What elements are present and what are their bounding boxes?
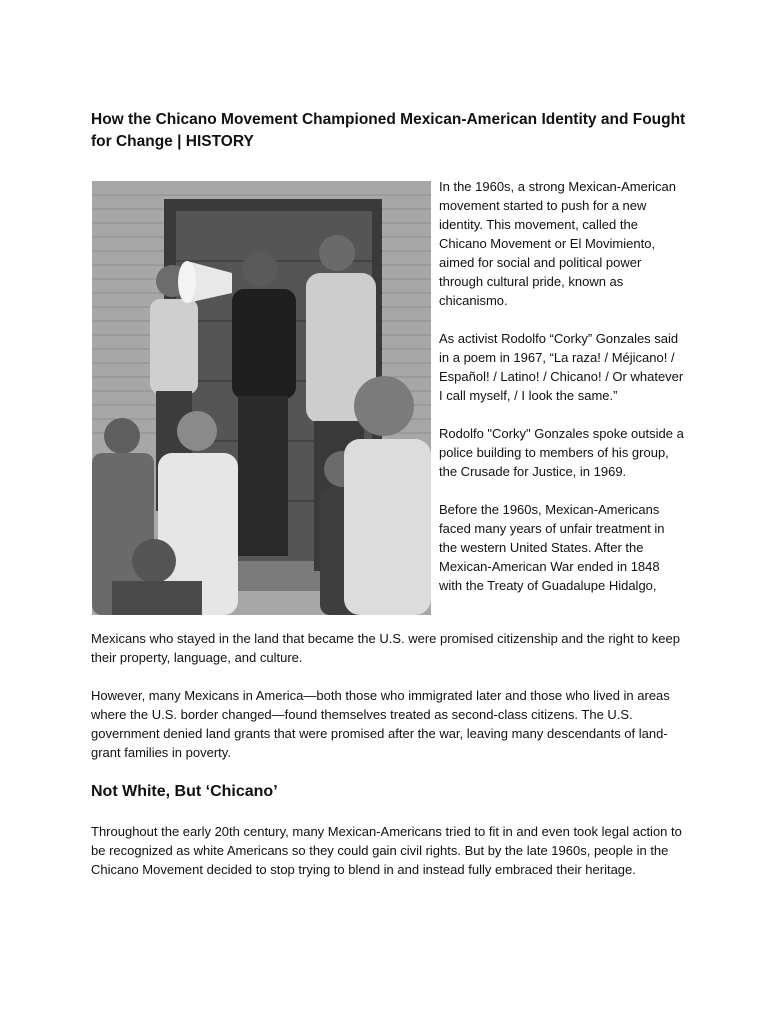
paragraph-history-start: Before the 1960s, Mexican-Americans faced many years of unfair treatment in the western United States. After the Mexican-American War ended in 1848 with the Treaty of Guadalupe Hidalgo,	[439, 502, 665, 593]
paragraph-quote: As activist Rodolfo “Corky” Gonzales said in a poem in 1967, “La raza! / Méjicano! / Español! / Latino! / Chicano! / Or whatever I call myself, / I look the same.”	[439, 331, 684, 403]
section-heading: Not White, But ‘Chicano’	[91, 783, 278, 800]
protest-photo-illustration	[92, 181, 431, 615]
section-paragraph: Throughout the early 20th century, many Mexican-Americans tried to fit in and even took legal action to be recognized as white Americans so they could gain civil rights. But by the late 1960s, people in the Chicano Movement decided to stop trying to blend in and instead fully embraced their heritage.	[91, 824, 682, 877]
paragraph-second-class-block	[91, 686, 691, 762]
section-paragraph-block	[91, 822, 691, 879]
article-photo	[92, 181, 431, 615]
photo-caption: Rodolfo "Corky" Gonzales spoke outside a police building to members of his group, the Crusade for Justice, in 1969.	[439, 426, 684, 479]
paragraph-second-class: However, many Mexicans in America—both those who immigrated later and those who lived in areas where the U.S. border changed—found themselves treated as second-class citizens. The U.S. government denied land grants that were promised after the war, leaving many descendants of land-grant families in poverty.	[91, 688, 670, 760]
paragraph-intro: In the 1960s, a strong Mexican-American movement started to push for a new identity. This movement, called the Chicano Movement or El Movimiento, aimed for social and political power through cultural pride, known as chicanismo.	[439, 179, 677, 308]
paragraph-history-continued: Mexicans who stayed in the land that became the U.S. were promised citizenship and the right to keep their property, language, and culture.	[91, 631, 680, 665]
side-column-text	[439, 177, 684, 614]
paragraph-history-continued-block	[91, 629, 691, 667]
article-title: How the Chicano Movement Championed Mexican-American Identity and Fought for Change | HISTORY	[91, 111, 686, 150]
